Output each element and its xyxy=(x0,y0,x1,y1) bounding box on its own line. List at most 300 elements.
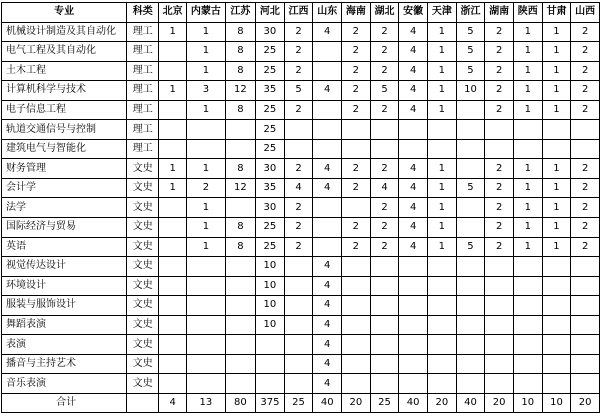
quota-cell: 8 xyxy=(225,218,255,238)
column-header: 江西 xyxy=(284,3,313,23)
quota-cell xyxy=(370,276,399,296)
total-cell: 40 xyxy=(313,393,342,413)
quota-cell xyxy=(225,335,255,355)
table-row xyxy=(2,159,600,179)
header-row xyxy=(2,3,600,23)
quota-cell xyxy=(159,237,187,257)
quota-cell xyxy=(313,218,342,238)
category-cell: 文史 xyxy=(127,276,159,296)
quota-cell xyxy=(485,120,514,140)
quota-cell xyxy=(428,120,457,140)
column-header: 海南 xyxy=(342,3,371,23)
quota-cell xyxy=(225,374,255,394)
quota-cell: 1 xyxy=(513,22,542,42)
quota-cell xyxy=(159,315,187,335)
quota-cell xyxy=(513,276,542,296)
column-header: 湖南 xyxy=(485,3,514,23)
quota-cell xyxy=(571,374,600,394)
quota-cell xyxy=(571,335,600,355)
quota-cell: 1 xyxy=(187,100,226,120)
quota-cell: 4 xyxy=(313,296,342,316)
quota-cell: 35 xyxy=(256,81,285,101)
category-cell: 文史 xyxy=(127,198,159,218)
quota-cell xyxy=(342,276,371,296)
quota-cell xyxy=(542,315,571,335)
quota-cell: 5 xyxy=(456,61,485,81)
quota-cell xyxy=(542,335,571,355)
quota-cell: 1 xyxy=(428,198,457,218)
quota-cell xyxy=(399,296,428,316)
quota-cell: 4 xyxy=(399,178,428,198)
quota-cell xyxy=(485,315,514,335)
quota-cell: 2 xyxy=(571,178,600,198)
quota-cell xyxy=(342,374,371,394)
quota-cell: 2 xyxy=(485,81,514,101)
quota-cell xyxy=(571,139,600,159)
category-cell: 文史 xyxy=(127,178,159,198)
quota-cell xyxy=(456,100,485,120)
quota-cell: 8 xyxy=(225,159,255,179)
quota-cell xyxy=(399,276,428,296)
quota-cell xyxy=(370,354,399,374)
quota-cell: 5 xyxy=(456,178,485,198)
quota-cell xyxy=(159,257,187,277)
total-row xyxy=(2,393,600,413)
total-cell: 13 xyxy=(187,393,226,413)
quota-cell: 1 xyxy=(428,22,457,42)
category-cell: 文史 xyxy=(127,315,159,335)
quota-cell: 2 xyxy=(342,81,371,101)
category-cell: 文史 xyxy=(127,159,159,179)
quota-cell xyxy=(342,296,371,316)
quota-cell xyxy=(284,120,313,140)
quota-cell xyxy=(225,296,255,316)
quota-cell: 25 xyxy=(256,100,285,120)
quota-cell: 25 xyxy=(256,120,285,140)
quota-cell: 2 xyxy=(370,198,399,218)
quota-cell xyxy=(187,335,226,355)
major-cell: 会计学 xyxy=(2,178,127,198)
quota-cell xyxy=(542,120,571,140)
column-header: 甘肃 xyxy=(542,3,571,23)
quota-cell: 1 xyxy=(187,61,226,81)
column-header: 山西 xyxy=(571,3,600,23)
total-cell: 40 xyxy=(399,393,428,413)
quota-cell xyxy=(513,120,542,140)
quota-cell: 2 xyxy=(571,100,600,120)
quota-cell xyxy=(456,120,485,140)
quota-cell xyxy=(187,120,226,140)
quota-cell: 4 xyxy=(399,198,428,218)
quota-cell xyxy=(284,257,313,277)
quota-cell: 4 xyxy=(313,159,342,179)
quota-cell: 1 xyxy=(542,81,571,101)
quota-cell: 5 xyxy=(456,237,485,257)
quota-cell: 2 xyxy=(342,22,371,42)
quota-cell xyxy=(542,296,571,316)
quota-cell xyxy=(399,257,428,277)
quota-cell: 2 xyxy=(342,61,371,81)
table-row xyxy=(2,257,600,277)
quota-cell: 2 xyxy=(342,159,371,179)
quota-cell xyxy=(159,42,187,62)
quota-cell: 2 xyxy=(187,178,226,198)
admission-plan-table-container xyxy=(1,2,600,413)
quota-cell: 2 xyxy=(342,237,371,257)
quota-cell xyxy=(370,374,399,394)
quota-cell: 1 xyxy=(159,81,187,101)
major-cell: 环境设计 xyxy=(2,276,127,296)
quota-cell xyxy=(513,335,542,355)
quota-cell: 1 xyxy=(513,61,542,81)
quota-cell xyxy=(370,139,399,159)
quota-cell: 2 xyxy=(571,198,600,218)
table-row xyxy=(2,198,600,218)
table-row xyxy=(2,81,600,101)
quota-cell: 4 xyxy=(370,178,399,198)
quota-cell xyxy=(513,139,542,159)
quota-cell xyxy=(399,139,428,159)
quota-cell xyxy=(370,335,399,355)
quota-cell xyxy=(571,315,600,335)
quota-cell: 8 xyxy=(225,61,255,81)
quota-cell xyxy=(428,335,457,355)
quota-cell xyxy=(456,296,485,316)
quota-cell: 4 xyxy=(313,374,342,394)
quota-cell xyxy=(313,120,342,140)
quota-cell xyxy=(342,354,371,374)
quota-cell xyxy=(159,100,187,120)
quota-cell xyxy=(159,198,187,218)
quota-cell xyxy=(399,315,428,335)
quota-cell: 8 xyxy=(225,237,255,257)
quota-cell xyxy=(187,139,226,159)
quota-cell: 1 xyxy=(428,237,457,257)
quota-cell xyxy=(456,276,485,296)
total-label: 合计 xyxy=(2,393,127,413)
quota-cell xyxy=(313,42,342,62)
total-cell: 25 xyxy=(370,393,399,413)
major-cell: 轨道交通信号与控制 xyxy=(2,120,127,140)
quota-cell: 1 xyxy=(513,42,542,62)
quota-cell xyxy=(485,354,514,374)
quota-cell xyxy=(342,198,371,218)
quota-cell xyxy=(187,257,226,277)
quota-cell xyxy=(485,139,514,159)
quota-cell: 2 xyxy=(370,100,399,120)
column-header: 浙江 xyxy=(456,3,485,23)
quota-cell xyxy=(313,198,342,218)
table-row xyxy=(2,100,600,120)
quota-cell xyxy=(428,139,457,159)
total-cell: 80 xyxy=(225,393,255,413)
quota-cell: 1 xyxy=(159,22,187,42)
quota-cell xyxy=(456,354,485,374)
total-cell: 10 xyxy=(513,393,542,413)
quota-cell xyxy=(456,257,485,277)
quota-cell: 2 xyxy=(370,42,399,62)
quota-cell: 2 xyxy=(342,100,371,120)
quota-cell: 2 xyxy=(284,100,313,120)
quota-cell: 1 xyxy=(542,198,571,218)
table-row xyxy=(2,178,600,198)
quota-cell: 2 xyxy=(485,100,514,120)
quota-cell xyxy=(342,120,371,140)
major-cell: 电气工程及其自动化 xyxy=(2,42,127,62)
quota-cell: 10 xyxy=(256,257,285,277)
quota-cell: 25 xyxy=(256,237,285,257)
quota-cell: 2 xyxy=(284,218,313,238)
quota-cell xyxy=(225,198,255,218)
major-cell: 英语 xyxy=(2,237,127,257)
major-cell: 土木工程 xyxy=(2,61,127,81)
quota-cell: 1 xyxy=(428,178,457,198)
quota-cell xyxy=(342,139,371,159)
table-row xyxy=(2,374,600,394)
category-cell: 文史 xyxy=(127,218,159,238)
major-cell: 建筑电气与智能化 xyxy=(2,139,127,159)
category-cell: 理工 xyxy=(127,100,159,120)
quota-cell: 1 xyxy=(428,218,457,238)
category-cell: 理工 xyxy=(127,139,159,159)
quota-cell: 2 xyxy=(284,237,313,257)
quota-cell xyxy=(513,296,542,316)
quota-cell: 10 xyxy=(256,296,285,316)
category-cell: 理工 xyxy=(127,61,159,81)
major-cell: 国际经济与贸易 xyxy=(2,218,127,238)
quota-cell xyxy=(428,315,457,335)
quota-cell: 1 xyxy=(428,81,457,101)
table-row xyxy=(2,354,600,374)
quota-cell: 2 xyxy=(485,42,514,62)
major-cell: 表演 xyxy=(2,335,127,355)
quota-cell: 2 xyxy=(342,218,371,238)
quota-cell: 1 xyxy=(513,159,542,179)
quota-cell xyxy=(428,354,457,374)
quota-cell xyxy=(187,296,226,316)
quota-cell xyxy=(513,315,542,335)
table-row xyxy=(2,61,600,81)
major-cell: 舞蹈表演 xyxy=(2,315,127,335)
quota-cell: 2 xyxy=(485,198,514,218)
quota-cell xyxy=(225,315,255,335)
major-cell: 电子信息工程 xyxy=(2,100,127,120)
quota-cell xyxy=(456,159,485,179)
table-row xyxy=(2,120,600,140)
quota-cell: 2 xyxy=(571,159,600,179)
quota-cell: 1 xyxy=(513,178,542,198)
quota-cell xyxy=(159,296,187,316)
quota-cell xyxy=(428,257,457,277)
quota-cell xyxy=(370,296,399,316)
quota-cell xyxy=(159,335,187,355)
quota-cell: 4 xyxy=(399,22,428,42)
quota-cell: 2 xyxy=(571,81,600,101)
quota-cell xyxy=(225,276,255,296)
quota-cell xyxy=(313,237,342,257)
quota-cell: 1 xyxy=(187,42,226,62)
quota-cell: 25 xyxy=(256,61,285,81)
category-cell: 文史 xyxy=(127,374,159,394)
quota-cell: 2 xyxy=(284,22,313,42)
category-cell: 文史 xyxy=(127,237,159,257)
table-row xyxy=(2,335,600,355)
column-header: 内蒙古 xyxy=(187,3,226,23)
quota-cell xyxy=(542,139,571,159)
total-cell: 20 xyxy=(342,393,371,413)
quota-cell: 1 xyxy=(428,42,457,62)
column-header: 北京 xyxy=(159,3,187,23)
quota-cell: 4 xyxy=(313,354,342,374)
quota-cell: 30 xyxy=(256,198,285,218)
category-cell: 文史 xyxy=(127,257,159,277)
column-header: 陕西 xyxy=(513,3,542,23)
quota-cell xyxy=(485,276,514,296)
major-cell: 计算机科学与技术 xyxy=(2,81,127,101)
quota-cell xyxy=(542,257,571,277)
category-cell: 文史 xyxy=(127,296,159,316)
quota-cell: 1 xyxy=(513,81,542,101)
category-cell: 理工 xyxy=(127,42,159,62)
quota-cell xyxy=(456,335,485,355)
quota-cell: 4 xyxy=(399,81,428,101)
category-cell: 理工 xyxy=(127,22,159,42)
quota-cell xyxy=(159,354,187,374)
quota-cell xyxy=(513,354,542,374)
quota-cell xyxy=(542,374,571,394)
column-header: 专业 xyxy=(2,3,127,23)
column-header: 湖北 xyxy=(370,3,399,23)
total-cell: 375 xyxy=(256,393,285,413)
quota-cell: 4 xyxy=(313,22,342,42)
quota-cell: 4 xyxy=(313,178,342,198)
table-row xyxy=(2,42,600,62)
quota-cell xyxy=(284,374,313,394)
quota-cell: 1 xyxy=(187,237,226,257)
major-cell: 视觉传达设计 xyxy=(2,257,127,277)
quota-cell: 4 xyxy=(399,42,428,62)
quota-cell xyxy=(159,120,187,140)
quota-cell xyxy=(159,276,187,296)
quota-cell: 1 xyxy=(513,198,542,218)
quota-cell: 12 xyxy=(225,178,255,198)
quota-cell xyxy=(159,374,187,394)
quota-cell: 1 xyxy=(542,100,571,120)
table-row xyxy=(2,315,600,335)
quota-cell: 30 xyxy=(256,22,285,42)
quota-cell: 1 xyxy=(542,218,571,238)
total-cell: 20 xyxy=(485,393,514,413)
quota-cell: 3 xyxy=(187,81,226,101)
quota-cell xyxy=(313,139,342,159)
table-row xyxy=(2,22,600,42)
quota-cell xyxy=(284,296,313,316)
quota-cell xyxy=(370,120,399,140)
quota-cell xyxy=(225,354,255,374)
total-cell: 20 xyxy=(571,393,600,413)
quota-cell xyxy=(485,296,514,316)
quota-cell xyxy=(428,276,457,296)
major-cell: 服装与服饰设计 xyxy=(2,296,127,316)
quota-cell: 8 xyxy=(225,42,255,62)
quota-cell: 1 xyxy=(159,178,187,198)
quota-cell xyxy=(187,276,226,296)
quota-cell: 5 xyxy=(456,22,485,42)
quota-cell xyxy=(187,315,226,335)
column-header: 天津 xyxy=(428,3,457,23)
quota-cell xyxy=(513,374,542,394)
quota-cell: 2 xyxy=(284,61,313,81)
quota-cell xyxy=(187,354,226,374)
quota-cell xyxy=(571,257,600,277)
quota-cell: 4 xyxy=(313,81,342,101)
quota-cell xyxy=(187,374,226,394)
quota-cell xyxy=(225,257,255,277)
quota-cell xyxy=(256,374,285,394)
quota-cell: 1 xyxy=(513,218,542,238)
column-header: 河北 xyxy=(256,3,285,23)
quota-cell: 2 xyxy=(485,178,514,198)
quota-cell xyxy=(399,335,428,355)
major-cell: 播音与主持艺术 xyxy=(2,354,127,374)
quota-cell xyxy=(456,218,485,238)
quota-cell: 2 xyxy=(370,22,399,42)
quota-cell: 2 xyxy=(284,159,313,179)
quota-cell: 2 xyxy=(571,22,600,42)
quota-cell: 2 xyxy=(571,237,600,257)
quota-cell: 2 xyxy=(485,159,514,179)
column-header: 江苏 xyxy=(225,3,255,23)
table-row xyxy=(2,296,600,316)
quota-cell: 5 xyxy=(370,81,399,101)
quota-cell xyxy=(370,257,399,277)
quota-cell xyxy=(159,61,187,81)
total-category-cell xyxy=(127,393,159,413)
quota-cell xyxy=(428,374,457,394)
quota-cell: 2 xyxy=(485,218,514,238)
category-cell: 文史 xyxy=(127,354,159,374)
quota-cell xyxy=(225,120,255,140)
quota-cell: 2 xyxy=(342,178,371,198)
quota-cell xyxy=(399,354,428,374)
quota-cell xyxy=(284,315,313,335)
quota-cell: 4 xyxy=(399,237,428,257)
table-body xyxy=(2,22,600,413)
table-row xyxy=(2,218,600,238)
quota-cell xyxy=(313,100,342,120)
quota-cell xyxy=(399,374,428,394)
column-header: 科类 xyxy=(127,3,159,23)
quota-cell: 5 xyxy=(456,42,485,62)
quota-cell xyxy=(159,139,187,159)
quota-cell xyxy=(456,374,485,394)
quota-cell xyxy=(542,276,571,296)
quota-cell: 8 xyxy=(225,22,255,42)
quota-cell: 1 xyxy=(542,178,571,198)
quota-cell: 2 xyxy=(370,218,399,238)
category-cell: 理工 xyxy=(127,120,159,140)
major-cell: 音乐表演 xyxy=(2,374,127,394)
table-row xyxy=(2,237,600,257)
quota-cell: 2 xyxy=(370,237,399,257)
quota-cell xyxy=(542,354,571,374)
admission-plan-table xyxy=(1,2,600,413)
quota-cell: 12 xyxy=(225,81,255,101)
quota-cell xyxy=(284,354,313,374)
quota-cell: 2 xyxy=(370,61,399,81)
quota-cell xyxy=(571,296,600,316)
quota-cell: 8 xyxy=(225,100,255,120)
